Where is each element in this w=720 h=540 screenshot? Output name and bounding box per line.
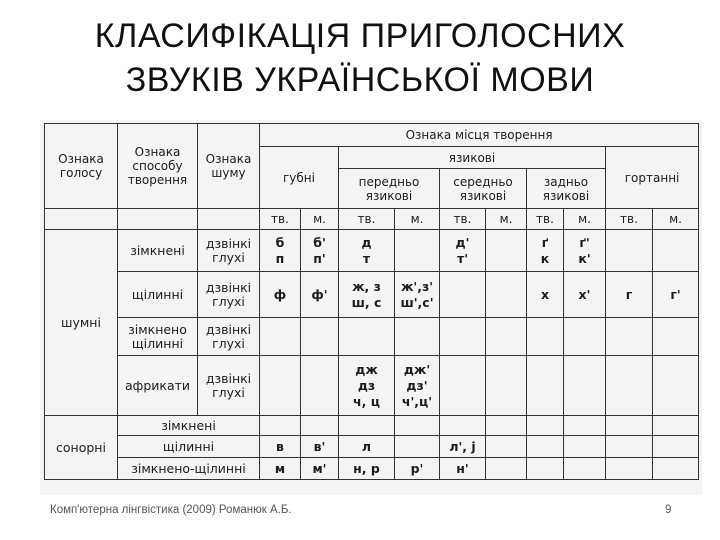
cell-labial-soft: ф' bbox=[301, 272, 339, 318]
cell-laryngeal-soft bbox=[653, 230, 699, 272]
manner-stop: зімкнені bbox=[118, 230, 198, 272]
header-hard: тв. bbox=[606, 209, 653, 230]
cell-middle-soft bbox=[486, 272, 527, 318]
header-hard: тв. bbox=[339, 209, 395, 230]
consonant-classification-table bbox=[44, 123, 699, 480]
cell-front-soft bbox=[395, 230, 440, 272]
cell-laryngeal-hard bbox=[606, 230, 653, 272]
cell-front-hard: н, р bbox=[339, 458, 395, 480]
sonorant-stop-fricative: зімкнено-щілинні bbox=[118, 458, 260, 480]
cell-back-soft: ґ' к' bbox=[564, 230, 606, 272]
header-labial: губні bbox=[260, 147, 339, 209]
page-number: 9 bbox=[665, 504, 672, 516]
cell-front-soft: ж',з' ш',с' bbox=[395, 272, 440, 318]
cell-back-soft: х' bbox=[564, 272, 606, 318]
header-laryngeal: гортанні bbox=[606, 147, 699, 209]
cell-front-hard: ж, з ш, с bbox=[339, 272, 395, 318]
cell-middle-hard: н' bbox=[440, 458, 486, 480]
manner-stop-fricative: зімкнено щілинні bbox=[118, 318, 198, 356]
cell-front-hard: л bbox=[339, 436, 395, 458]
sonorant-fricative: щілинні bbox=[118, 436, 260, 458]
cell-middle-hard: д' т' bbox=[440, 230, 486, 272]
cell-laryngeal-soft: г' bbox=[653, 272, 699, 318]
cell-front-soft: р' bbox=[395, 458, 440, 480]
header-noise: Ознака шуму bbox=[198, 124, 260, 209]
voice-noisy: шумні bbox=[45, 230, 118, 416]
cell-middle-hard bbox=[440, 272, 486, 318]
cell-labial-hard: б п bbox=[260, 230, 301, 272]
cell-labial-soft: в' bbox=[301, 436, 339, 458]
cell-labial-soft: б' п' bbox=[301, 230, 339, 272]
header-middle-lingual: середньо язикові bbox=[440, 169, 527, 209]
cell-labial-hard: м bbox=[260, 458, 301, 480]
slide-title bbox=[0, 14, 720, 102]
header-back-lingual: задньо язикові bbox=[527, 169, 606, 209]
cell-front-hard: дж дз ч, ц bbox=[339, 356, 395, 416]
voice-sonorant: сонорні bbox=[45, 416, 118, 480]
header-manner: Ознака способу творення bbox=[118, 124, 198, 209]
header-hard: тв. bbox=[260, 209, 301, 230]
cell-back-hard: ґ к bbox=[527, 230, 564, 272]
cell-laryngeal-hard: г bbox=[606, 272, 653, 318]
header-front-lingual: передньо язикові bbox=[339, 169, 440, 209]
cell-labial-hard: ф bbox=[260, 272, 301, 318]
header-hard: тв. bbox=[527, 209, 564, 230]
manner-affricate: африкати bbox=[118, 356, 198, 416]
cell-labial-soft: м' bbox=[301, 458, 339, 480]
cell-middle-hard: л', j bbox=[440, 436, 486, 458]
header-place: Ознака місця творення bbox=[260, 124, 699, 147]
noise-voiced-voiceless: дзвінкі глухі bbox=[198, 272, 260, 318]
header-soft: м. bbox=[395, 209, 440, 230]
title-line-1: КЛАСИФІКАЦІЯ ПРИГОЛОСНИХ bbox=[94, 17, 626, 55]
cell-front-soft: дж' дз' ч',ц' bbox=[395, 356, 440, 416]
header-lingual: язикові bbox=[339, 147, 606, 169]
sonorant-stop: зімкнені bbox=[118, 416, 260, 436]
noise-voiced-voiceless: дзвінкі глухі bbox=[198, 356, 260, 416]
cell-back-hard: х bbox=[527, 272, 564, 318]
cell-labial-hard: в bbox=[260, 436, 301, 458]
footer-source: Комп'ютерна лінгвістика (2009) Романюк А.Б. bbox=[50, 504, 292, 516]
header-soft: м. bbox=[564, 209, 606, 230]
cell-middle-soft bbox=[486, 230, 527, 272]
header-soft: м. bbox=[486, 209, 527, 230]
title-line-2: ЗВУКІВ УКРАЇНСЬКОЇ МОВИ bbox=[125, 61, 595, 99]
header-hard: тв. bbox=[440, 209, 486, 230]
header-voice: Ознака голосу bbox=[45, 124, 118, 209]
header-soft: м. bbox=[301, 209, 339, 230]
cell-front-hard: д т bbox=[339, 230, 395, 272]
header-soft: м. bbox=[653, 209, 699, 230]
noise-voiced-voiceless: дзвінкі глухі bbox=[198, 230, 260, 272]
manner-fricative: щілинні bbox=[118, 272, 198, 318]
noise-voiced-voiceless: дзвінкі глухі bbox=[198, 318, 260, 356]
